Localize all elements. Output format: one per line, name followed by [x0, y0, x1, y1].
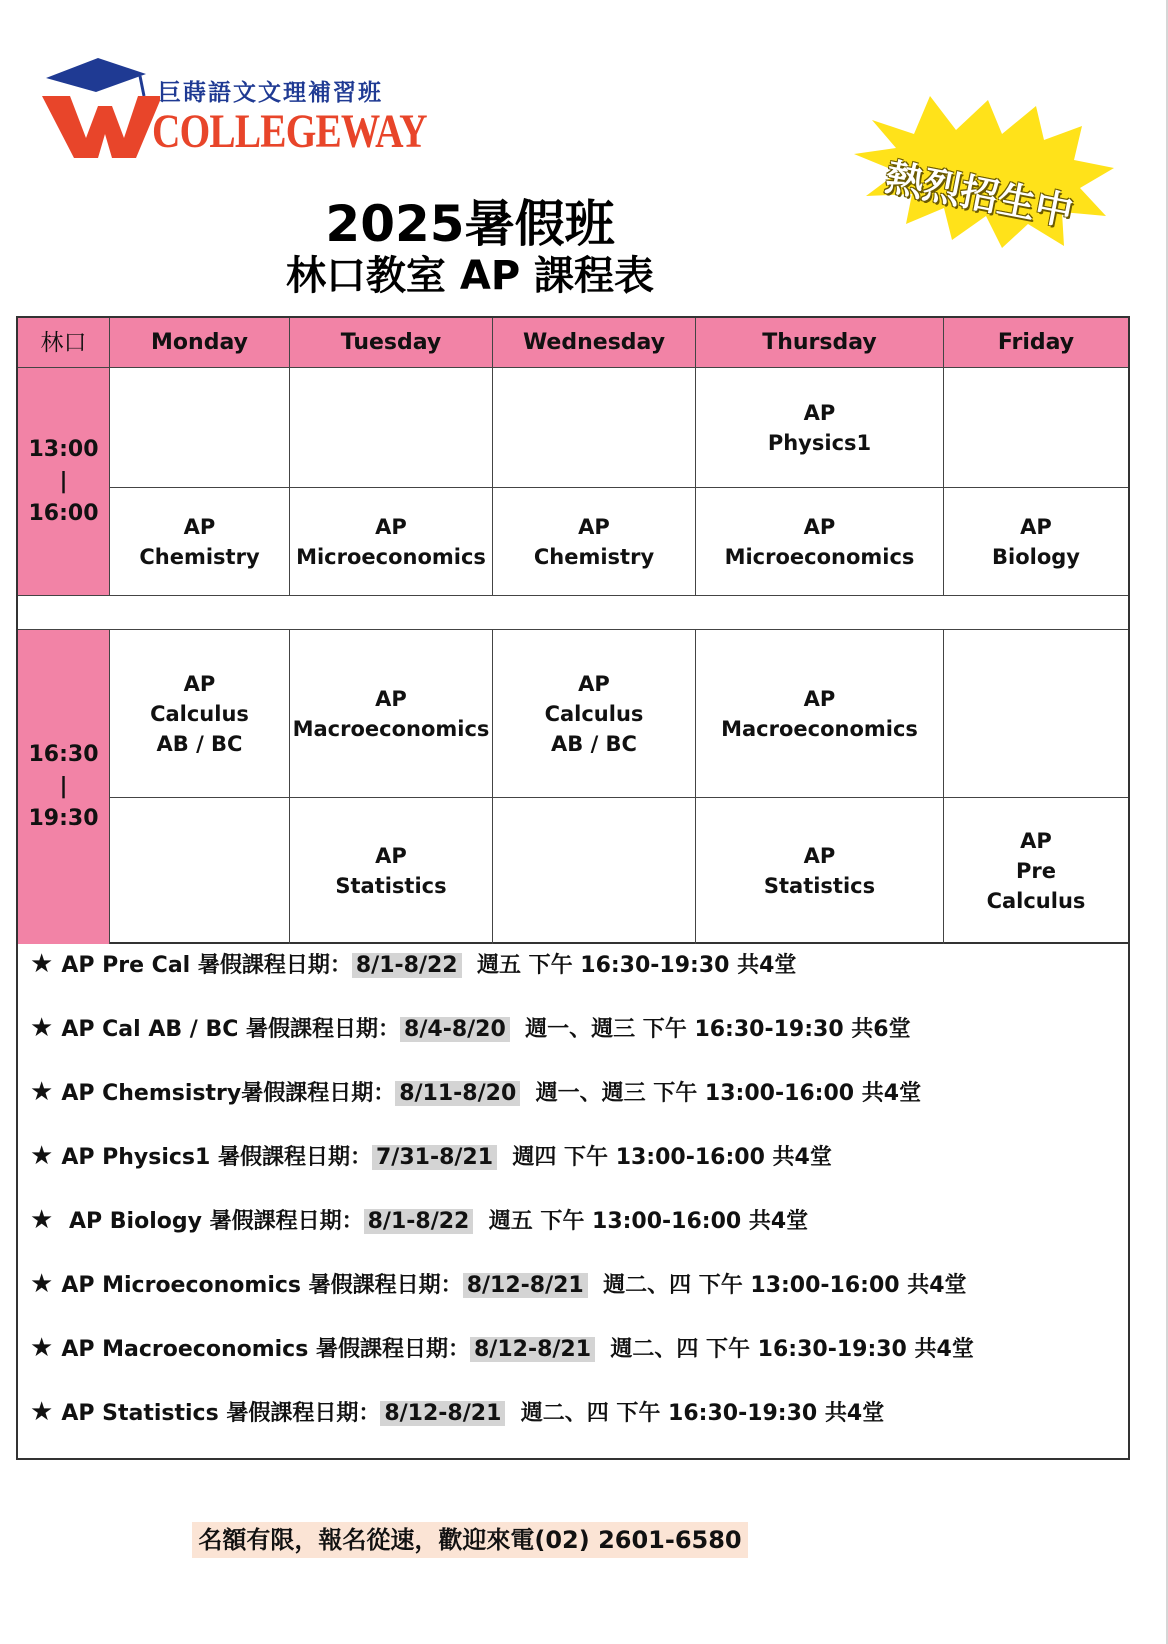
course-line: AP	[578, 671, 610, 696]
list-item	[30, 1010, 911, 1046]
star-icon: ★	[30, 1205, 54, 1235]
course-line: AP	[803, 844, 836, 868]
header-friday: Friday	[944, 318, 1128, 368]
course-line: Chemistry	[139, 544, 260, 569]
course-cell-precalculus-fri	[944, 798, 1128, 944]
course-line: AP	[1020, 829, 1052, 853]
time-end: 19:30	[28, 806, 99, 831]
course-line: AP	[803, 514, 836, 539]
course-title: AP Microeconomics 暑假課程日期：	[61, 1273, 463, 1298]
course-title: AP Cal AB / BC 暑假課程日期：	[61, 1017, 401, 1042]
course-line: AP	[183, 671, 216, 696]
row-spacer	[18, 596, 1128, 630]
graduation-cap-w-icon	[40, 52, 160, 162]
date-range: 8/12-8/21	[470, 1337, 595, 1362]
date-range: 8/1-8/22	[352, 953, 462, 978]
course-cell-micro-thu	[696, 488, 944, 596]
star-icon: ★	[30, 1013, 54, 1043]
course-schedule: 週一、週三 下午 16:30-19:30 共6堂	[525, 1017, 911, 1042]
course-line: Macroeconomics	[721, 716, 918, 741]
header-thursday: Thursday	[696, 318, 944, 368]
time-end: 16:00	[28, 500, 99, 526]
date-range: 7/31-8/21	[372, 1145, 497, 1170]
list-item	[30, 1138, 832, 1174]
course-line: Statistics	[763, 874, 876, 898]
course-line: Macroeconomics	[292, 716, 490, 741]
course-schedule: 週五 下午 16:30-19:30 共4堂	[476, 953, 797, 978]
course-dates-list	[16, 944, 1130, 1460]
date-range: 8/12-8/21	[463, 1273, 588, 1298]
date-range: 8/1-8/22	[364, 1209, 474, 1234]
course-line: Calculus	[150, 701, 249, 726]
list-item	[30, 1330, 974, 1366]
course-cell-statistics-tue	[290, 798, 493, 944]
course-line: AB / BC	[551, 731, 637, 756]
star-icon: ★	[30, 949, 54, 979]
schedule-table	[16, 316, 1130, 944]
list-item	[30, 1202, 808, 1238]
course-line: AP	[183, 514, 216, 539]
list-item	[30, 1266, 967, 1302]
course-cell-calculus-mon	[110, 630, 290, 798]
course-line: AP	[375, 844, 407, 868]
course-schedule: 週一、週三 下午 13:00-16:00 共4堂	[535, 1081, 922, 1106]
date-range: 8/12-8/21	[380, 1401, 505, 1426]
star-icon: ★	[30, 1077, 54, 1107]
contact-text: 名額有限，報名從速，歡迎來電(02) 2601-6580	[192, 1522, 747, 1558]
course-title: AP Biology 暑假課程日期：	[61, 1209, 364, 1234]
cell-empty	[493, 368, 696, 488]
time-separator: |	[59, 774, 68, 799]
page-title: 2025暑假班	[325, 195, 615, 253]
course-line: Microeconomics	[296, 544, 486, 569]
time-separator: |	[59, 468, 68, 494]
course-line: AB / BC	[156, 731, 243, 756]
logo-english-name: COLLEGEWAY	[152, 105, 427, 158]
course-line: AP	[578, 514, 610, 539]
course-line: AP	[375, 514, 407, 539]
course-line: Microeconomics	[724, 544, 915, 569]
course-cell-calculus-wed	[493, 630, 696, 798]
course-line: Statistics	[335, 874, 447, 898]
star-icon: ★	[30, 1141, 54, 1171]
course-line: Calculus	[986, 889, 1086, 913]
badge-text: 熱烈招生中	[881, 154, 1077, 235]
course-line: Pre	[1015, 859, 1056, 883]
course-cell-biology-fri	[944, 488, 1128, 596]
cell-empty	[944, 368, 1128, 488]
time-start: 16:30	[28, 742, 99, 767]
course-schedule: 週五 下午 13:00-16:00 共4堂	[488, 1209, 809, 1234]
course-title: AP Macroeconomics 暑假課程日期：	[61, 1337, 470, 1362]
header-wednesday: Wednesday	[493, 318, 696, 368]
time-start: 13:00	[28, 436, 99, 462]
header-tuesday: Tuesday	[290, 318, 493, 368]
corner-label: 林口	[18, 318, 110, 368]
course-line: AP	[375, 686, 407, 711]
course-title: AP Physics1 暑假課程日期：	[61, 1145, 372, 1170]
star-icon: ★	[30, 1397, 54, 1427]
course-schedule: 週四 下午 13:00-16:00 共4堂	[512, 1145, 832, 1170]
list-item	[30, 1074, 921, 1110]
course-line: Calculus	[544, 701, 644, 726]
page-subtitle: 林口教室 AP 課程表	[285, 253, 655, 299]
course-schedule: 週二、四 下午 16:30-19:30 共4堂	[520, 1401, 885, 1426]
course-cell-chemistry-wed	[493, 488, 696, 596]
course-schedule: 週二、四 下午 13:00-16:00 共4堂	[603, 1273, 967, 1298]
time-slot-afternoon	[18, 368, 110, 596]
course-title: AP Statistics 暑假課程日期：	[61, 1401, 381, 1426]
course-schedule: 週二、四 下午 16:30-19:30 共4堂	[610, 1337, 974, 1362]
cell-empty	[290, 368, 493, 488]
cell-empty	[110, 368, 290, 488]
course-line: AP	[1020, 514, 1052, 539]
course-line: AP	[803, 400, 836, 425]
course-cell-macro-tue	[290, 630, 493, 798]
header-monday: Monday	[110, 318, 290, 368]
time-slot-evening	[18, 630, 110, 944]
course-cell-chemistry-mon	[110, 488, 290, 596]
date-range: 8/4-8/20	[400, 1017, 510, 1042]
course-cell-micro-tue	[290, 488, 493, 596]
list-item	[30, 946, 796, 982]
course-line: Chemistry	[533, 544, 655, 569]
collegeway-logo	[40, 52, 427, 162]
date-range: 8/11-8/20	[395, 1081, 520, 1106]
course-title: AP Chemsistry暑假課程日期：	[61, 1081, 396, 1106]
logo-chinese-name: 巨蒔語文文理補習班	[158, 79, 383, 106]
course-cell-statistics-thu	[696, 798, 944, 944]
course-line: Biology	[992, 544, 1080, 569]
course-title: AP Pre Cal 暑假課程日期：	[61, 953, 352, 978]
list-item	[30, 1394, 884, 1430]
star-icon: ★	[30, 1333, 54, 1363]
course-line: Physics1	[767, 430, 872, 455]
course-cell-physics1	[696, 368, 944, 488]
footer-contact	[0, 1522, 940, 1558]
cell-empty	[944, 630, 1128, 798]
star-icon: ★	[30, 1269, 54, 1299]
cell-empty	[110, 798, 290, 944]
cell-empty	[493, 798, 696, 944]
course-line: AP	[803, 686, 836, 711]
course-cell-macro-thu	[696, 630, 944, 798]
